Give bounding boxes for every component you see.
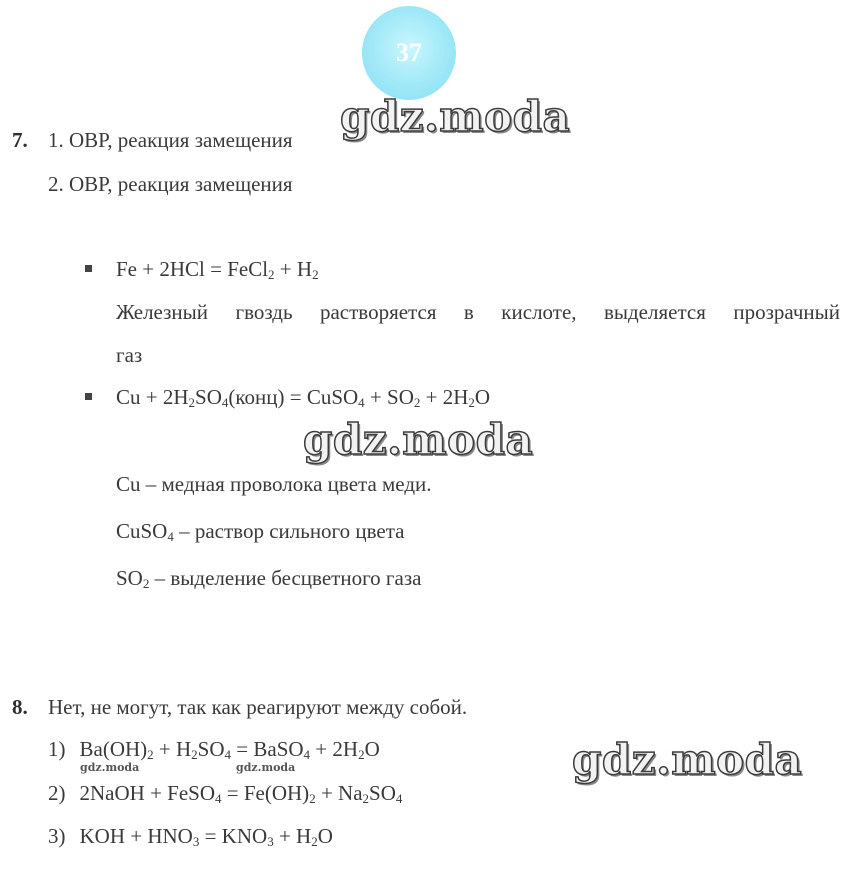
equation-cu-h2so4: $Cu + 2H_2SO_4(конц)$ = CuSO$_4$ + $SO_2 + 2H_2O$: [116, 385, 491, 410]
task-8-text: Нет, не могут, так как реагируют между собой.: [48, 695, 468, 719]
watermark-logo: gdz.moda: [303, 415, 534, 464]
description-fe-line-1: Железный гвоздь растворяется в кислоте, выделяется прозрачный: [116, 300, 840, 324]
watermark-small: gdz.moda: [80, 761, 140, 774]
task-8-number: 8.: [12, 695, 28, 719]
watermark-small: gdz.moda: [236, 761, 296, 774]
task-8-equation-1: 1) $Ba(OH)_2 + H_2SO_4$ = BaSO$_4$ + $2H_2O$: [48, 737, 380, 762]
task-7-item-2: 2. ОВР, реакция замещения: [48, 172, 293, 196]
task-8-equation-3: 3) KOH + $HNO_3 = KNO_3 + H_2O$: [48, 824, 333, 849]
note-cuso4: CuSO$_4$ – раствор сильного цвета: [116, 519, 405, 544]
page-number: 37: [396, 38, 422, 67]
task-7-number: 7.: [12, 128, 28, 152]
task-8-equation-2: 2) 2NaOH + FeSO$_4$ = $Fe(OH)_2 + Na_2SO_4$: [48, 781, 403, 806]
note-so2: $SO_2$ – выделение бесцветного газа: [116, 566, 422, 591]
watermark-logo: gdz.moda: [572, 735, 803, 784]
bullet-icon: [85, 393, 92, 400]
bullet-icon: [85, 265, 92, 272]
task-7-item-1: 1. ОВР, реакция замещения: [48, 128, 293, 152]
equation-fe-hcl: Fe + 2HCl = FeCl$_2$ + $H_2$: [116, 257, 319, 282]
description-fe-line-2: газ: [116, 343, 143, 367]
note-cu: Cu – медная проволока цвета меди.: [116, 472, 432, 496]
page-number-badge: [362, 6, 456, 100]
watermark-logo: gdz.moda: [340, 92, 571, 141]
